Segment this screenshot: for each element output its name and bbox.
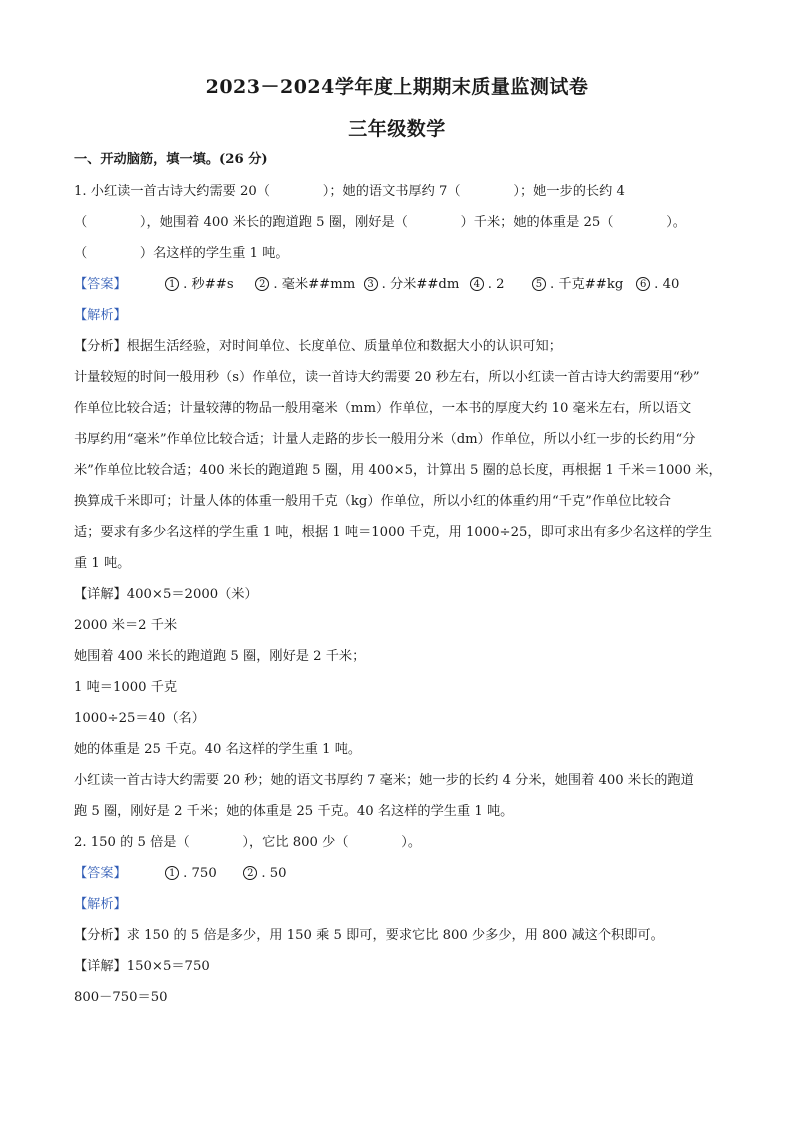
q1-fenxi-line-7: 适；要求有多少名这样的学生重 1 吨，根据 1 吨＝1000 千克，用 1000÷25，即可求出有多少名这样的学生 <box>74 525 713 540</box>
answer-text: 750 <box>191 866 217 881</box>
fenxi-tag: 【分析】 <box>74 339 127 354</box>
circled-number: 4 <box>470 277 484 291</box>
q1-xiangjie-line-3: 她围着 400 米长的跑道跑 5 圈，刚好是 2 千米； <box>74 649 366 664</box>
answer-text: 秒##s <box>191 277 234 292</box>
q1-answer-3: 3 . 分米##dm <box>364 275 466 295</box>
q1-answer-5: 5 . 千克##kg <box>532 275 632 295</box>
circled-number: 2 <box>255 277 269 291</box>
q1-xiangjie-line-7: 小红读一首古诗大约需要 20 秒；她的语文书厚约 7 毫米；她一步的长约 4 分米，她围着 400 米长的跑道 <box>74 773 694 788</box>
q1-line-2: （ ），她围着 400 米长的跑道跑 5 圈，刚好是（ ）千米；她的体重是 25（ ）。 <box>74 215 686 230</box>
q1-fenxi-line-4: 书厚约用“毫米”作单位比较合适；计量人走路的步长一般用分米（dm）作单位，所以小红一步的长约用“分 <box>74 432 696 447</box>
answer-text: 千克##kg <box>558 277 624 292</box>
q1-xiangjie-line-5: 1000÷25＝40（名） <box>74 711 205 726</box>
section-heading: 一、开动脑筋，填一填。(26 分) <box>74 152 268 167</box>
q2-answer-1: 1 . 750 <box>165 864 239 884</box>
q1-fenxi-line-5: 米”作单位比较合适；400 米长的跑道跑 5 圈，用 400×5，计算出 5 圈的总长度，再根据 1 千米＝1000 米， <box>74 463 722 478</box>
answer-tag: 【答案】 <box>74 866 127 881</box>
fenxi-text: 根据生活经验，对时间单位、长度单位、质量单位和数据大小的认识可知； <box>126 339 562 354</box>
q1-line-3: （ ）名这样的学生重 1 吨。 <box>74 246 289 261</box>
q1-xiangjie-line-1 <box>74 585 734 605</box>
xiangjie-tag: 【详解】 <box>74 587 127 602</box>
q1-fenxi-line-2: 计量较短的时间一般用秒（s）作单位，读一首诗大约需要 20 秒左右，所以小红读一首古诗大约需要用“秒” <box>74 370 700 385</box>
circled-number: 3 <box>364 277 378 291</box>
q1-fenxi-line-8: 重 1 吨。 <box>74 556 131 571</box>
circled-number: 5 <box>532 277 546 291</box>
circled-number: 1 <box>165 866 179 880</box>
exam-title: 2023－2024学年度上期期末质量监测试卷 <box>205 76 589 98</box>
q1-fenxi-line-6: 换算成千米即可；计量人体的体重一般用千克（kg）作单位，所以小红的体重约用“千克”作单位比较合 <box>74 494 671 509</box>
q2-fenxi-line <box>74 926 734 946</box>
circled-number: 2 <box>243 866 257 880</box>
answer-tag: 【答案】 <box>74 277 127 292</box>
q1-xiangjie-line-8: 跑 5 圈，刚好是 2 千米；她的体重是 25 千克。40 名这样的学生重 1 吨。 <box>74 804 514 819</box>
circled-number: 6 <box>636 277 650 291</box>
analysis-tag: 【解析】 <box>74 897 127 912</box>
q1-xiangjie-line-6: 她的体重是 25 千克。40 名这样的学生重 1 吨。 <box>74 742 362 757</box>
fenxi-tag: 【分析】 <box>74 928 127 943</box>
answer-text: 毫米##mm <box>281 277 356 292</box>
circled-number: 1 <box>165 277 179 291</box>
answer-text: 50 <box>269 866 287 881</box>
q1-xiangjie-line-2: 2000 米＝2 千米 <box>74 618 178 633</box>
q2-answer-2: 2 . 50 <box>243 864 286 884</box>
xiangjie-tag: 【详解】 <box>74 959 127 974</box>
xiangjie-text: 150×5＝750 <box>126 959 210 974</box>
q1-answer-2: 2 . 毫米##mm <box>255 275 359 295</box>
xiangjie-text: 400×5＝2000（米） <box>126 587 258 602</box>
q1-fenxi-line-1 <box>74 337 734 357</box>
q1-answer-row <box>74 275 734 295</box>
q1-line-1: 1. 小红读一首古诗大约需要 20（ ）；她的语文书厚约 7（ ）；她一步的长约 4 <box>74 184 625 199</box>
q1-fenxi-line-3: 作单位比较合适；计量较薄的物品一般用毫米（mm）作单位，一本书的厚度大约 10 毫米左右，所以语文 <box>74 401 692 416</box>
q1-answer-1: 1 . 秒##s <box>165 275 251 295</box>
exam-subtitle: 三年级数学 <box>348 118 446 140</box>
q2-answer-row <box>74 864 734 884</box>
q2-xiangjie-line-2: 800－750＝50 <box>74 990 168 1005</box>
q2-xiangjie-line-1 <box>74 957 734 977</box>
q1-xiangjie-line-4: 1 吨＝1000 千克 <box>74 680 178 695</box>
q1-answer-4: 4 . 2 <box>470 275 528 295</box>
answer-text: 40 <box>662 277 680 292</box>
q1-answer-6: 6 . 40 <box>636 275 679 295</box>
analysis-tag: 【解析】 <box>74 308 127 323</box>
fenxi-text: 求 150 的 5 倍是多少，用 150 乘 5 即可，要求它比 800 少多少，用 800 减这个积即可。 <box>126 928 664 943</box>
q2-line-1: 2. 150 的 5 倍是（ ），它比 800 少（ ）。 <box>74 835 422 850</box>
answer-text: 2 <box>496 277 505 292</box>
answer-text: 分米##dm <box>389 277 460 292</box>
